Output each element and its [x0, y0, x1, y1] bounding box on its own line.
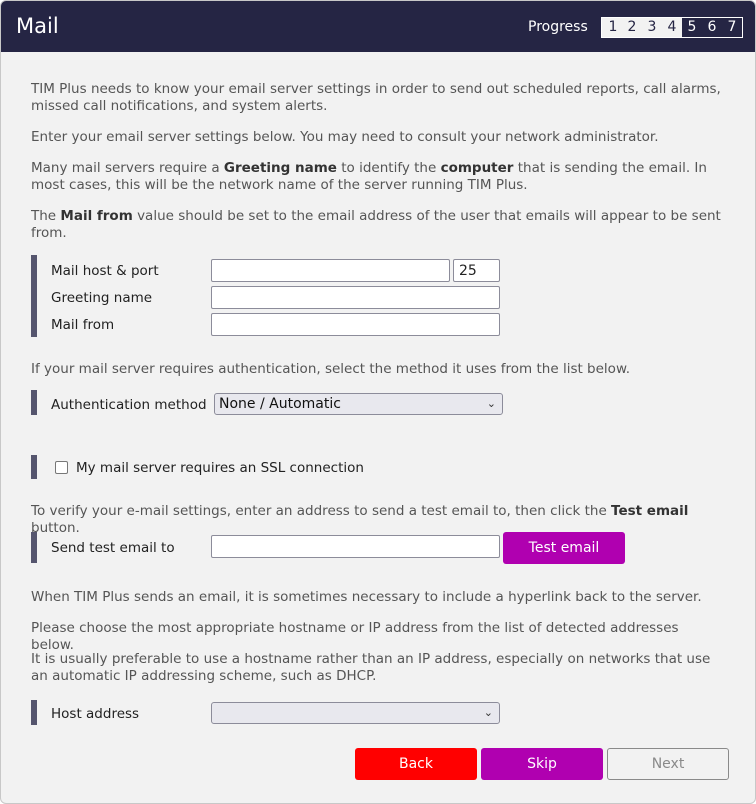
host-info-2: Please choose the most appropriate hostname or IP address from the list of detected addresses below. [31, 620, 679, 653]
mail-host-input[interactable] [211, 259, 450, 282]
emphasis-greeting-name: Greeting name [223, 160, 337, 176]
auth-method-value: None / Automatic [219, 396, 341, 412]
progress-indicator [601, 17, 743, 38]
skip-button[interactable]: Skip [481, 748, 603, 780]
host-address-select[interactable] [211, 702, 500, 724]
auth-info: If your mail server requires authentication, select the method it uses from the list below. [31, 361, 631, 377]
text: To verify your e-mail settings, enter an address to send a test email to, then click the [31, 503, 612, 519]
text: to identify the [336, 160, 441, 176]
progress-step-4: 4 [662, 18, 682, 37]
mail-from-input[interactable] [211, 313, 500, 336]
server-settings-group-bar [31, 255, 37, 337]
progress-step-2: 2 [622, 18, 642, 37]
emphasis-test-email: Test email [611, 503, 689, 519]
auth-method-label: Authentication method [51, 397, 207, 413]
ssl-checkbox[interactable] [55, 461, 68, 474]
page-title: Mail [16, 14, 59, 38]
ssl-group-bar [31, 455, 37, 479]
greeting-name-input[interactable] [211, 286, 500, 309]
emphasis-mail-from: Mail from [60, 208, 133, 224]
mail-host-label: Mail host & port [51, 263, 159, 279]
intro-paragraph-2: Enter your email server settings below. You may need to consult your network administrator. [31, 129, 659, 145]
mail-from-label: Mail from [51, 317, 115, 333]
chevron-down-icon: ⌄ [486, 397, 496, 410]
progress-label: Progress [528, 19, 588, 35]
test-email-button[interactable]: Test email [503, 532, 625, 564]
chevron-down-icon: ⌄ [483, 706, 493, 719]
greeting-name-label: Greeting name [51, 290, 153, 306]
intro-paragraph-1: TIM Plus needs to know your email server settings in order to send out scheduled reports, call alarms, missed call notifications, and system alerts. [31, 81, 721, 114]
host-address-label: Host address [51, 706, 140, 722]
progress-step-3: 3 [642, 18, 662, 37]
test-email-address-input[interactable] [211, 535, 500, 558]
auth-group-bar [31, 390, 37, 415]
progress-step-5: 5 [682, 18, 702, 37]
ssl-checkbox-label[interactable]: My mail server requires an SSL connection [76, 460, 364, 476]
host-info-3: It is usually preferable to use a hostname rather than an IP address, especially on networks that use an automatic IP addressing scheme, such as DHCP. [31, 651, 711, 684]
back-button[interactable]: Back [355, 748, 477, 780]
text: that is sending the email. In most cases, this will be the network name of the server running TIM Plus. [31, 160, 707, 193]
text: The [31, 208, 61, 224]
header-bar [1, 1, 755, 52]
text: Many mail servers require a [31, 160, 224, 176]
host-info-1: When TIM Plus sends an email, it is sometimes necessary to include a hyperlink back to the server. [31, 589, 702, 605]
progress-step-6: 6 [702, 18, 722, 37]
next-button[interactable]: Next [607, 748, 729, 780]
test-email-group-bar [31, 532, 37, 563]
progress-step-7: 7 [722, 18, 742, 37]
send-test-email-label: Send test email to [51, 540, 175, 556]
intro-paragraph-4 [31, 208, 721, 242]
progress-step-1: 1 [602, 18, 622, 37]
intro-paragraph-3 [31, 160, 721, 194]
text: button. [31, 520, 80, 536]
text: value should be set to the email address of the user that emails will appear to be sent from. [31, 208, 721, 241]
auth-method-select[interactable] [214, 393, 503, 415]
host-address-group-bar [31, 700, 37, 725]
mail-port-input[interactable] [453, 259, 500, 282]
emphasis-computer: computer [440, 160, 514, 176]
